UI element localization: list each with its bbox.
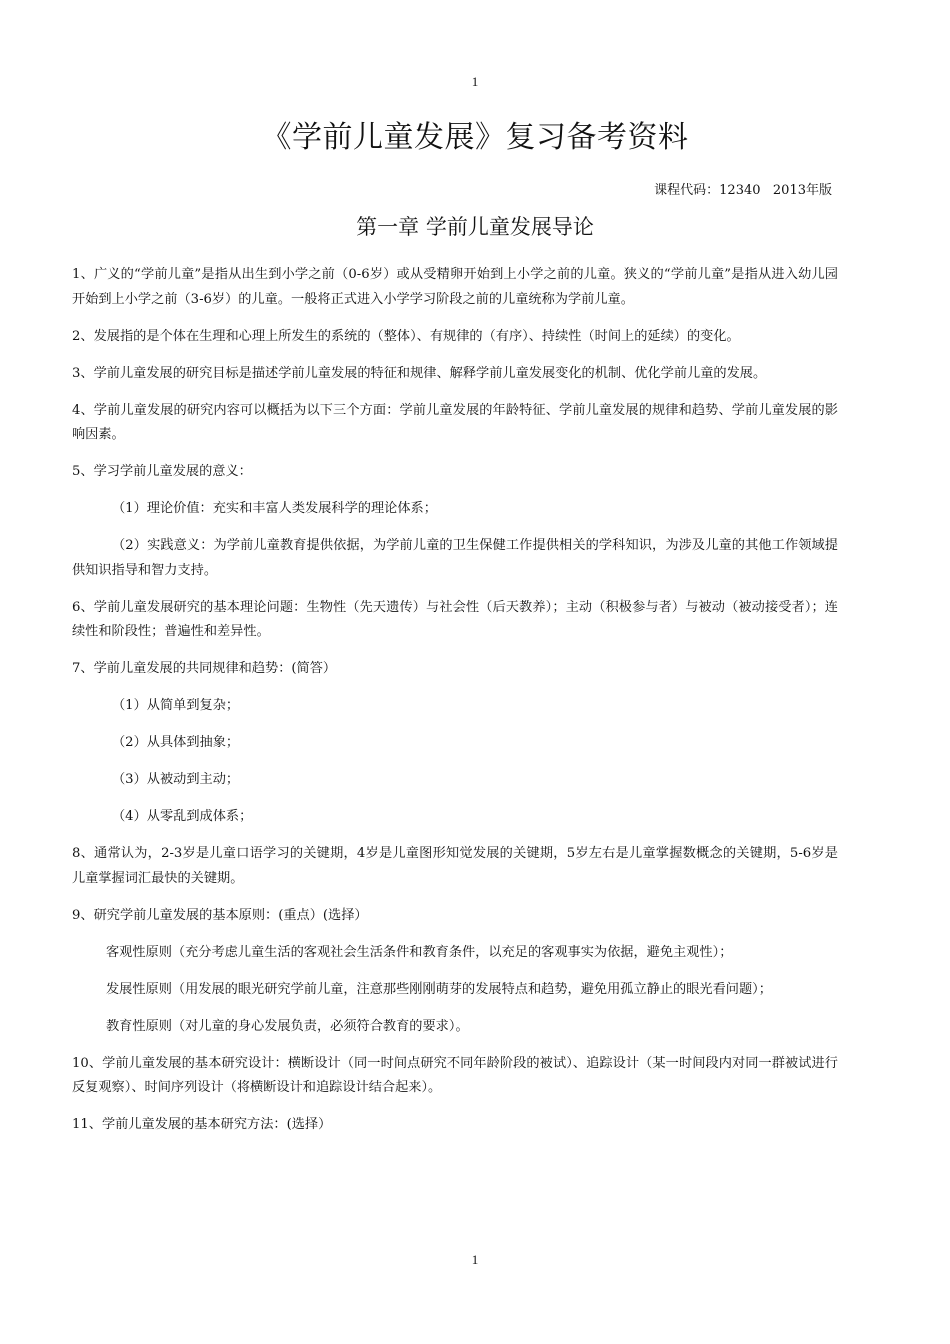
document-body bbox=[72, 263, 838, 1150]
document-title: 《学前儿童发展》复习备考资料 bbox=[261, 120, 689, 155]
paragraph-item-11: 11、学前儿童发展的基本研究方法：(选择） bbox=[72, 1117, 332, 1132]
sub-item-7-1: （1）从简单到复杂； bbox=[112, 698, 240, 713]
sub-item-5-1: （1）理论价值：充实和丰富人类发展科学的理论体系； bbox=[112, 501, 437, 516]
paragraph-item-8: 8、通常认为，2-3岁是儿童口语学习的关键期，4岁是儿童图形知觉发展的关键期，5岁左右是儿童掌握数概念的关键期，5-6岁是儿童掌握词汇最快的关键期。 bbox=[72, 846, 838, 886]
sub-item-7-2: （2）从具体到抽象； bbox=[112, 735, 240, 750]
paragraph-item-6: 6、学前儿童发展研究的基本理论问题：生物性（先天遗传）与社会性（后天教养）；主动（积极参与者）与被动（被动接受者）；连续性和阶段性；普遍性和差异性。 bbox=[72, 599, 838, 639]
paragraph-item-7: 7、学前儿童发展的共同规律和趋势：(简答） bbox=[72, 661, 337, 676]
course-code: 课程代码：12340 2013年版 bbox=[654, 183, 832, 198]
principle-development: 发展性原则（用发展的眼光研究学前儿童，注意那些刚刚萌芽的发展特点和趋势，避免用孤立静止的眼光看问题）； bbox=[106, 981, 772, 997]
chapter-title: 第一章 学前儿童发展导论 bbox=[356, 215, 594, 239]
paragraph-item-5: 5、学习学前儿童发展的意义： bbox=[72, 464, 252, 479]
sub-item-7-4: （4）从零乱到成体系； bbox=[112, 809, 253, 824]
sub-item-7-3: （3）从被动到主动； bbox=[112, 772, 240, 787]
paragraph-item-9: 9、研究学前儿童发展的基本原则：(重点）(选择） bbox=[72, 907, 368, 923]
paragraph-item-3: 3、学前儿童发展的研究目标是描述学前儿童发展的特征和规律、解释学前儿童发展变化的机制、优化学前儿童的发展。 bbox=[72, 365, 767, 381]
page-number-bottom: 1 bbox=[471, 1252, 479, 1267]
paragraph-item-10: 10、学前儿童发展的基本研究设计：横断设计（同一时间点研究不同年龄阶段的被试）、追踪设计（某一时间段内对同一群被试进行反复观察）、时间序列设计（将横断设计和追踪设计结合起来）。 bbox=[72, 1055, 838, 1095]
principle-education: 教育性原则（对儿童的身心发展负责，必须符合教育的要求）。 bbox=[106, 1018, 469, 1034]
sub-item-5-2: （2）实践意义：为学前儿童教育提供依据，为学前儿童的卫生保健工作提供相关的学科知识，为涉及儿童的其他工作领域提供知识指导和智力支持。 bbox=[72, 538, 838, 578]
principle-objectivity: 客观性原则（充分考虑儿童生活的客观社会生活条件和教育条件，以充足的客观事实为依据，避免主观性）； bbox=[106, 944, 733, 960]
paragraph-item-1: 1、广义的“学前儿童”是指从出生到小学之前（0-6岁）或从受精卵开始到上小学之前的儿童。狭义的“学前儿童”是指从进入幼儿园开始到上小学之前（3-6岁）的儿童。一般将正式进入小学学习阶段之前的儿童统称为学前儿童。 bbox=[72, 267, 838, 307]
page-number-top: 1 bbox=[471, 74, 479, 89]
paragraph-item-4: 4、学前儿童发展的研究内容可以概括为以下三个方面：学前儿童发展的年龄特征、学前儿童发展的规律和趋势、学前儿童发展的影响因素。 bbox=[72, 402, 838, 442]
paragraph-item-2: 2、发展指的是个体在生理和心理上所发生的系统的（整体）、有规律的（有序）、持续性（时间上的延续）的变化。 bbox=[72, 328, 740, 344]
